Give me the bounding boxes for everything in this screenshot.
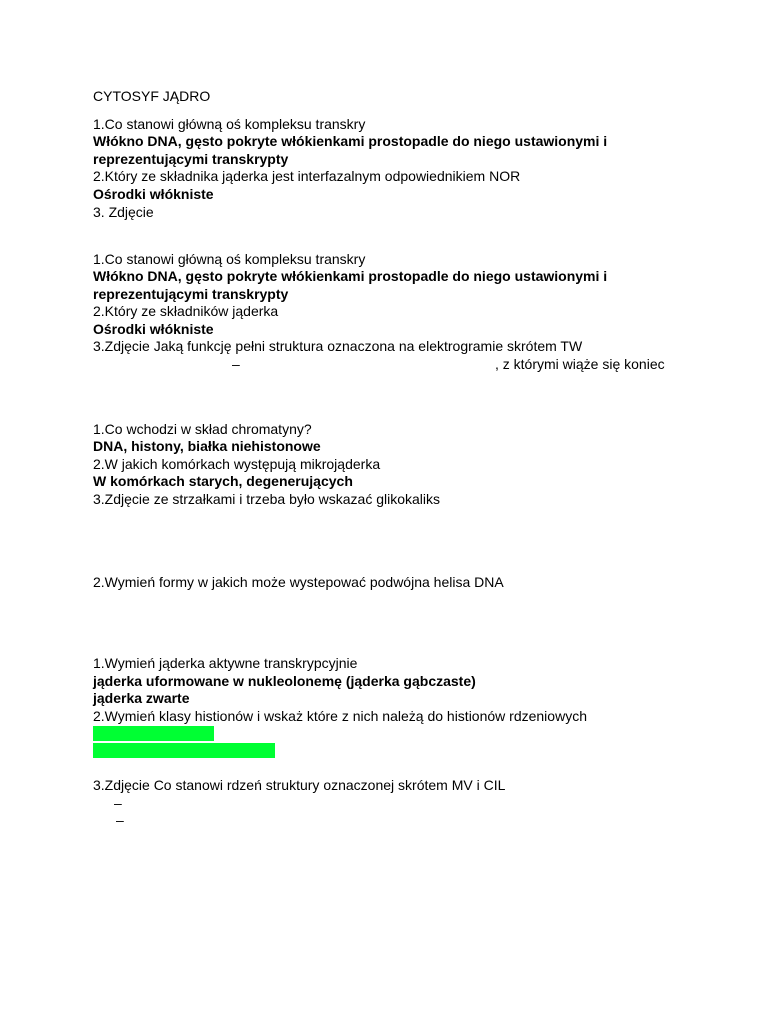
dash-1: – [114, 795, 122, 811]
answer-2-b2: Ośrodki włókniste [93, 321, 214, 337]
question-1: 1.Co stanowi główną oś kompleksu transkry [93, 116, 366, 132]
question-3-b3: 3.Zdjęcie ze strzałkami i trzeba było wskazać glikokaliks [93, 491, 441, 507]
question-2-b4: 2.Wymień formy w jakich może wystepować podwójna helisa DNA [93, 574, 504, 590]
question-3-b2-continuation: , z którymi wiąże się koniec [495, 356, 665, 372]
question-1-b3: 1.Co wchodzi w skład chromatyny? [93, 421, 312, 437]
answer-1-b2-line-2: reprezentującymi transkrypty [93, 286, 289, 302]
question-3-b5: 3.Zdjęcie Co stanowi rdzeń struktury oznaczonej skrótem MV i CIL [93, 777, 506, 793]
answer-1-b5-line-2: jąderka zwarte [93, 690, 190, 706]
page-title: CYTOSYF JĄDRO [93, 88, 211, 104]
answer-2-b3: W komórkach starych, degenerujących [93, 473, 353, 489]
question-2-b2: 2.Który ze składników jąderka [93, 303, 279, 319]
question-3-b2: 3.Zdjęcie Jaką funkcję pełni struktura oznaczona na elektrogramie skrótem TW [93, 338, 583, 354]
question-1-b5: 1.Wymień jąderka aktywne transkrypcyjnie [93, 655, 358, 671]
answer-1-b3: DNA, histony, białka niehistonowe [93, 438, 321, 454]
highlight-bar-1 [93, 726, 214, 741]
question-3: 3. Zdjęcie [93, 204, 154, 220]
answer-2: Ośrodki włókniste [93, 186, 214, 202]
question-1-b2: 1.Co stanowi główną oś kompleksu transkry [93, 251, 366, 267]
question-3-b2-dash: – [232, 356, 240, 372]
highlight-bar-2 [93, 743, 275, 758]
question-2-b3: 2.W jakich komórkach występują mikrojąderka [93, 456, 381, 472]
answer-1-b5-line-1: jąderka uformowane w nukleolonemę (jąderka gąbczaste) [93, 673, 476, 689]
question-2: 2.Który ze składnika jąderka jest interfazalnym odpowiednikiem NOR [93, 168, 521, 184]
answer-1-b2-line-1: Włókno DNA, gęsto pokryte włókienkami prostopadle do niego ustawionymi i [93, 268, 608, 284]
dash-2: – [116, 812, 124, 828]
answer-1-line-2: reprezentującymi transkrypty [93, 151, 289, 167]
answer-1-line-1: Włókno DNA, gęsto pokryte włókienkami prostopadle do niego ustawionymi i [93, 133, 608, 149]
question-2-b5: 2.Wymień klasy histionów i wskaż które z nich należą do histionów rdzeniowych [93, 708, 587, 724]
